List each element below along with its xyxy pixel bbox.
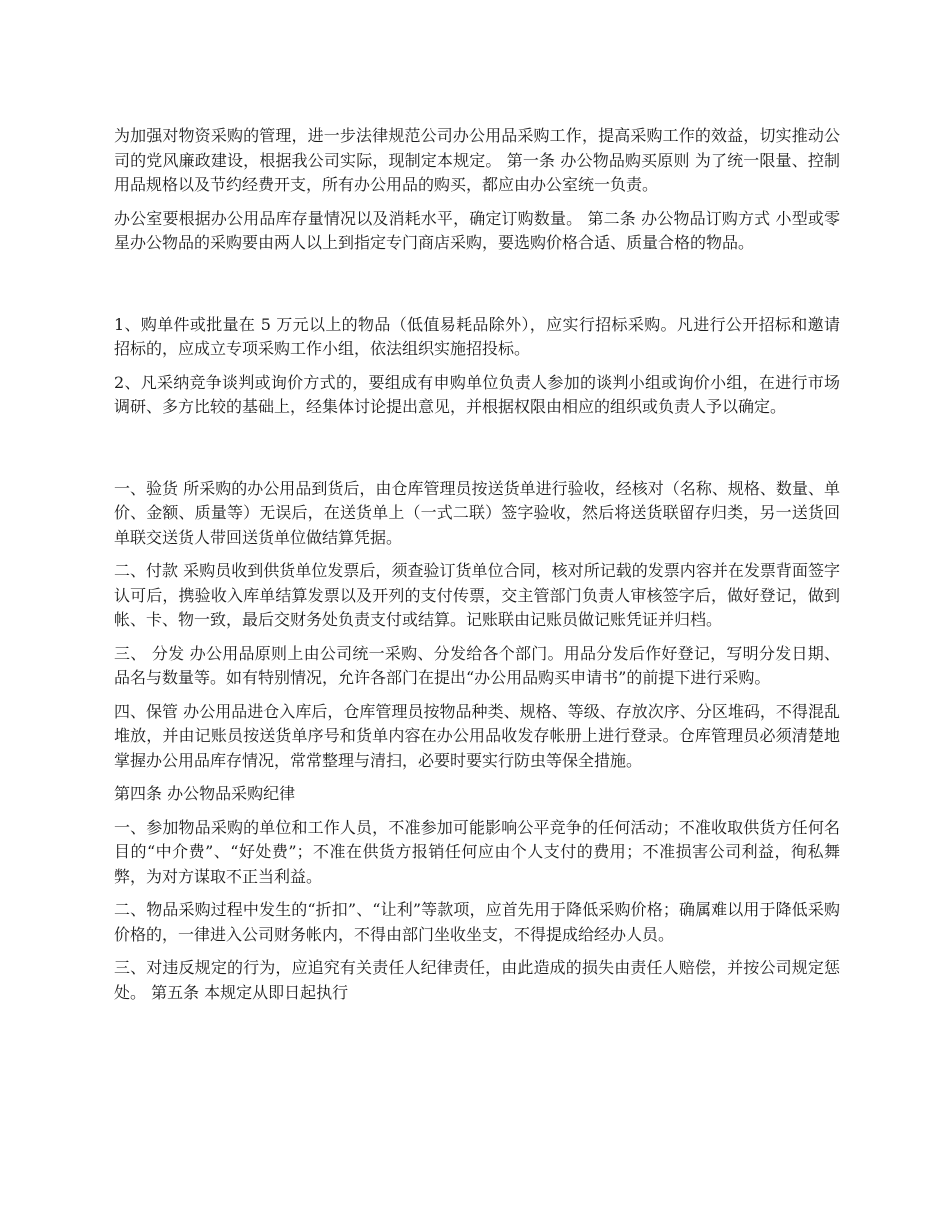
paragraph-discipline-2: 二、物品采购过程中发生的“折扣”、“让利”等款项，应首先用于降低采购价格；确属难以用于降低采购价格的，一律进入公司财务帐内，不得由部门坐收坐支，不得提成给经办人员。 [114,900,840,944]
paragraph-discipline-1: 一、参加物品采购的单位和工作人员，不准参加可能影响公平竞争的任何活动；不准收取供货方任何名目的“中介费”、“好处费”；不准在供货方报销任何应由个人支付的费用；不准损害公司利益，徇私舞弊，为对方谋取不正当利益。 [114,817,840,886]
paragraph-discipline-3: 三、对违反规定的行为，应追究有关责任人纪律责任，由此造成的损失由责任人赔偿，并按公司规定惩处。 第五条 本规定从即日起执行 [114,958,840,1002]
paragraph-inspection: 一、验货 所采购的办公用品到货后，由仓库管理员按送货单进行验收，经核对（名称、规格、数量、单价、金额、质量等）无误后，在送货单上（一式二联）签字验收，然后将送货联留存归类，另一送货回单联交送货人带回送货单位做结算凭据。 [114,478,840,547]
paragraph-intro: 为加强对物资采购的管理，进一步法律规范公司办公用品采购工作，提高采购工作的效益，切实推动公司的党风廉政建设，根据我公司实际，现制定本规定。 第一条 办公物品购买原则 为了统一限量、控制用品规格以及节约经费开支，所有办公用品的购买，都应由办公室统一负责。 [114,126,840,194]
paragraph-distribution: 三、 分发 办公用品原则上由公司统一采购、分发给各个部门。用品分发后作好登记，写明分发日期、品名与数量等。如有特别情况，允许各部门在提出“办公用品购买申请书”的前提下进行采购。 [114,643,840,687]
paragraph-item-1: 1、购单件或批量在 5 万元以上的物品（低值易耗品除外），应实行招标采购。凡进行公开招标和邀请招标的，应成立专项采购工作小组，依法组织实施招投标。 [114,314,840,358]
document-body [114,124,840,1014]
section-gap [114,265,840,313]
section-gap [114,429,840,477]
paragraph-item-2: 2、凡采纳竞争谈判或询价方式的，要组成有申购单位负责人参加的谈判小组或询价小组，在进行市场调研、多方比较的基础上，经集体讨论提出意见，并根据权限由相应的组织或负责人予以确定。 [114,372,840,416]
paragraph-payment: 二、付款 采购员收到供货单位发票后，须查验订货单位合同，核对所记载的发票内容并在发票背面签字认可后，携验收入库单结算发票以及开列的支付传票，交主管部门负责人审核签字后，做好登记，做到帐、卡、物一致，最后交财务处负责支付或结算。记账联由记账员做记账凭证并归档。 [114,561,840,629]
section-heading-discipline: 第四条 办公物品采购纪律 [114,784,296,803]
paragraph-storage: 四、保管 办公用品进仓入库后，仓库管理员按物品种类、规格、等级、存放次序、分区堆码，不得混乱堆放，并由记账员按送货单序号和货单内容在办公用品收发存帐册上进行登录。仓库管理员必须清楚地掌握办公用品库存情况，常常整理与清扫，必要时要实行防虫等保全措施。 [114,701,840,770]
paragraph-quantity: 办公室要根据办公用品库存量情况以及消耗水平，确定订购数量。 第二条 办公物品订购方式 小型或零星办公物品的采购要由两人以上到指定专门商店采购，要选购价格合适、质量合格的物品。 [114,208,840,252]
